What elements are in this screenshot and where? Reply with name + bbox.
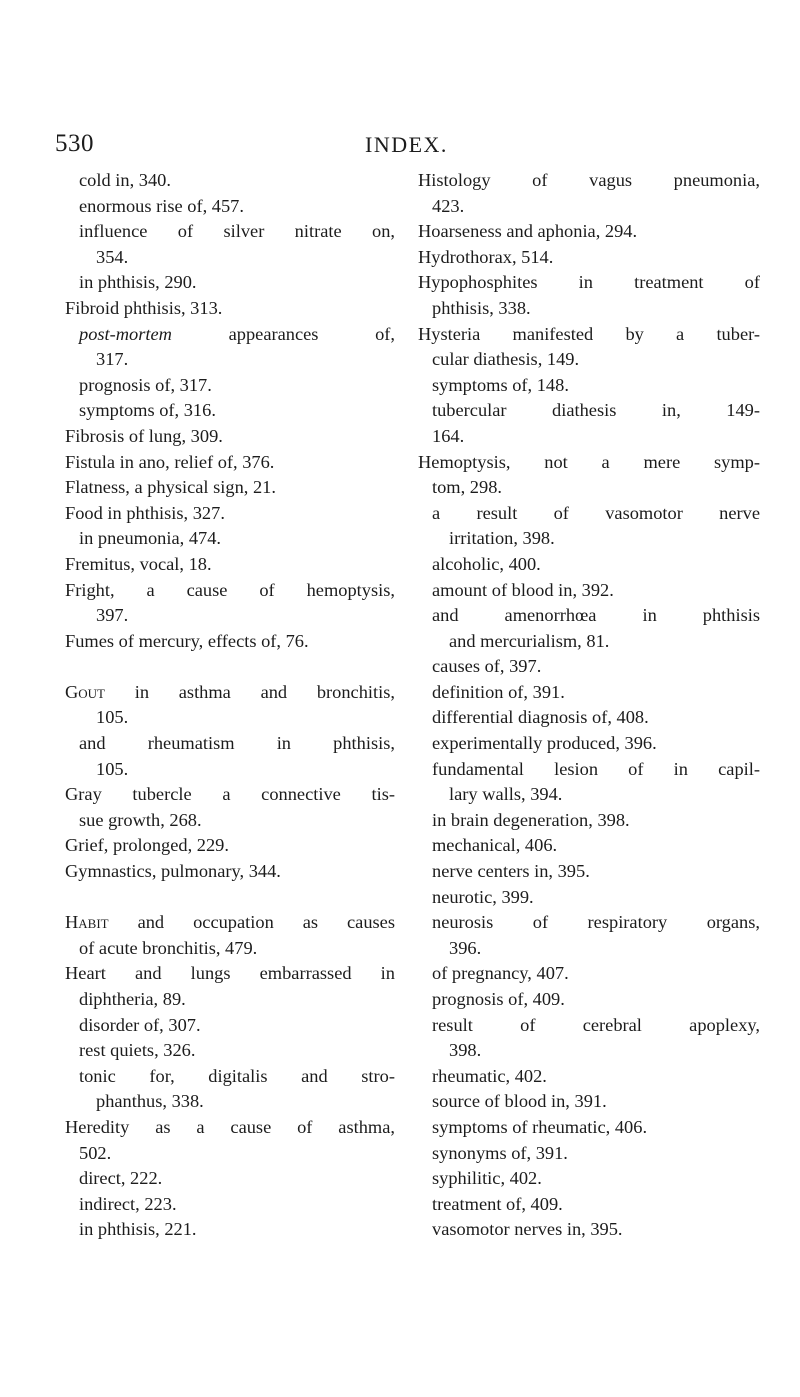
index-subentry: a result of vasomotor nerve <box>432 502 760 523</box>
index-subentry: rest quiets, 326. <box>79 1040 196 1061</box>
index-entry: Fistula in ano, relief of, 376. <box>65 451 275 472</box>
index-continuation: cular diathesis, 149. <box>432 349 580 370</box>
index-entry: Gymnastics, pulmonary, 344. <box>65 861 281 882</box>
running-title: INDEX. <box>365 132 448 157</box>
index-entry: Fumes of mercury, effects of, 76. <box>65 630 309 651</box>
index-entry: Hysteria manifested by a tuber- <box>418 323 760 344</box>
index-continuation: 423. <box>432 195 465 216</box>
index-subentry: treatment of, 409. <box>432 1193 563 1214</box>
index-continuation: 398. <box>449 1040 482 1061</box>
index-subentry: nerve centers in, 395. <box>432 861 590 882</box>
index-subentry: in brain degeneration, 398. <box>432 809 630 830</box>
index-continuation: 105. <box>96 758 129 779</box>
index-subentry: neurosis of respiratory organs, <box>432 912 760 933</box>
index-entry: Fremitus, vocal, 18. <box>65 553 212 574</box>
page-number: 530 <box>55 130 94 157</box>
index-entry: Fibrosis of lung, 309. <box>65 425 223 446</box>
index-subentry: differential diagnosis of, 408. <box>432 707 649 728</box>
entry-text: in asthma and bronchitis, <box>105 681 395 702</box>
section-gap <box>65 885 395 911</box>
index-entry <box>65 910 395 936</box>
index-subentry: prognosis of, 317. <box>79 374 212 395</box>
index-entry: Hemoptysis, not a mere symp- <box>418 451 760 472</box>
index-subentry: in pneumonia, 474. <box>79 528 221 549</box>
index-subentry: influence of silver nitrate on, <box>79 221 395 242</box>
index-subentry: result of cerebral apoplexy, <box>432 1014 760 1035</box>
index-subentry: rheumatic, 402. <box>432 1065 547 1086</box>
index-continuation: phanthus, 338. <box>96 1091 204 1112</box>
index-subentry: syphilitic, 402. <box>432 1168 542 1189</box>
index-subentry: enormous rise of, 457. <box>79 195 244 216</box>
index-subentry: amount of blood in, 392. <box>432 579 614 600</box>
index-entry: Fright, a cause of hemoptysis, <box>65 579 395 600</box>
index-entry: Histology of vagus pneumonia, <box>418 170 760 190</box>
index-column-left <box>65 168 395 1243</box>
index-subentry: cold in, 340. <box>79 170 171 190</box>
index-subentry: symptoms of, 316. <box>79 400 216 421</box>
index-subentry: synonyms of, 391. <box>432 1142 568 1163</box>
index-continuation: 396. <box>449 937 482 958</box>
index-subentry: and rheumatism in phthisis, <box>79 733 395 754</box>
index-entry: Gray tubercle a connective tis- <box>65 784 395 805</box>
index-continuation: 502. <box>79 1142 112 1163</box>
index-entry: Food in phthisis, 327. <box>65 502 225 523</box>
section-lead-word: Habit <box>65 912 109 933</box>
section-lead-word: Gout <box>65 681 105 702</box>
index-continuation: irritation, 398. <box>449 528 555 549</box>
index-subentry: tonic for, digitalis and stro- <box>79 1065 395 1086</box>
index-subentry: mechanical, 406. <box>432 835 558 856</box>
index-subentry: indirect, 223. <box>79 1193 177 1214</box>
index-subentry: prognosis of, 409. <box>432 989 565 1009</box>
index-subentry: definition of, 391. <box>432 681 565 702</box>
index-subentry: neurotic, 399. <box>432 886 534 907</box>
section-gap <box>65 654 395 680</box>
index-continuation: of acute bronchitis, 479. <box>79 937 258 958</box>
index-subentry: tubercular diathesis in, 149- <box>432 400 760 421</box>
index-subentry: experimentally produced, 396. <box>432 733 657 754</box>
index-entry: Flatness, a physical sign, 21. <box>65 477 276 498</box>
index-continuation: 354. <box>96 246 129 267</box>
index-subentry: in phthisis, 221. <box>79 1219 197 1240</box>
index-continuation: tom, 298. <box>432 477 502 498</box>
index-column-right <box>418 168 760 1243</box>
index-subentry: disorder of, 307. <box>79 1014 201 1035</box>
index-entry: Grief, prolonged, 229. <box>65 835 229 856</box>
index-entry: Hypophosphites in treatment of <box>418 272 760 293</box>
index-subentry: source of blood in, 391. <box>432 1091 607 1112</box>
index-subentry: in phthisis, 290. <box>79 272 197 293</box>
index-subentry: fundamental lesion of in capil- <box>432 758 760 779</box>
entry-text: appearances of, <box>171 323 395 344</box>
index-subentry <box>65 322 395 348</box>
italic-term: post-mortem <box>79 323 172 344</box>
index-subentry: vasomotor nerves in, 395. <box>432 1219 623 1240</box>
index-entry: Heredity as a cause of asthma, <box>65 1116 395 1137</box>
index-entry <box>65 680 395 706</box>
index-subentry: direct, 222. <box>79 1168 163 1189</box>
index-entry: Heart and lungs embarrassed in <box>65 963 395 984</box>
index-continuation: 317. <box>96 349 129 370</box>
index-subentry: and amenorrhœa in phthisis <box>432 605 760 626</box>
index-continuation: diphtheria, 89. <box>79 989 186 1009</box>
index-entry: Fibroid phthisis, 313. <box>65 297 223 318</box>
index-continuation: phthisis, 338. <box>432 297 531 318</box>
index-continuation: 397. <box>96 605 129 626</box>
index-continuation: 105. <box>96 707 129 728</box>
index-continuation: sue growth, 268. <box>79 809 202 830</box>
index-entry: Hydrothorax, 514. <box>418 246 554 267</box>
index-entry: Hoarseness and aphonia, 294. <box>418 221 638 242</box>
index-subentry: symptoms of rheumatic, 406. <box>432 1116 648 1137</box>
index-continuation: lary walls, 394. <box>449 784 563 805</box>
index-subentry: of pregnancy, 407. <box>432 963 569 984</box>
index-subentry: alcoholic, 400. <box>432 553 541 574</box>
index-subentry: causes of, 397. <box>432 656 542 677</box>
index-subentry: symptoms of, 148. <box>432 374 569 395</box>
entry-text: and occupation as causes <box>108 912 395 933</box>
index-continuation: 164. <box>432 425 465 446</box>
index-continuation: and mercurialism, 81. <box>449 630 610 651</box>
